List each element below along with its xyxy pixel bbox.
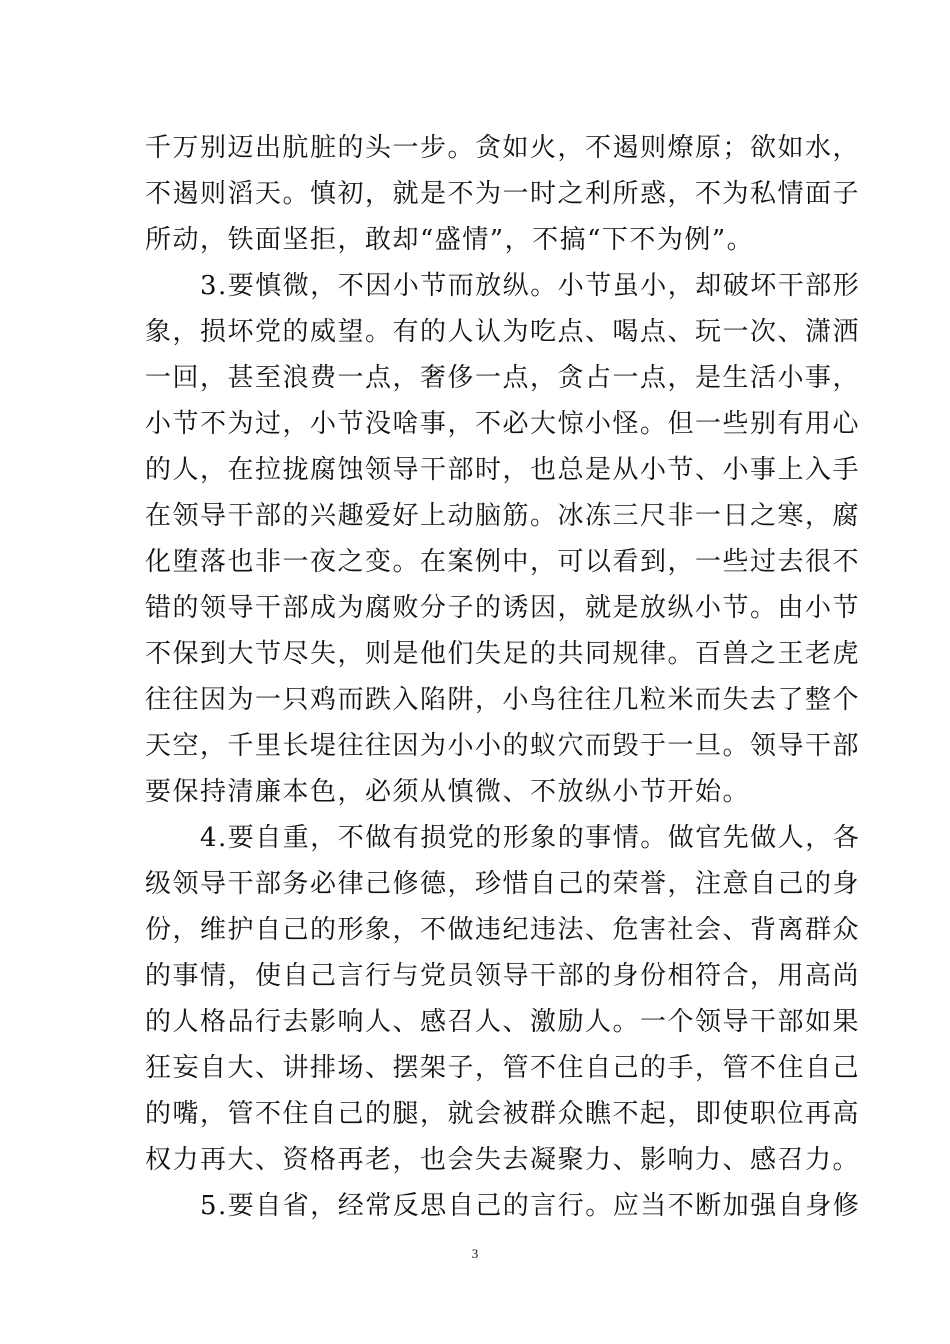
text-line: 要保持清廉本色，必须从慎微、不放纵小节开始。 [145,777,751,807]
text-line: 往往因为一只鸡而跌入陷阱，小鸟往往几粒米而失去了整个 [145,685,861,715]
text-line: 不遏则滔天。慎初，就是不为一时之利所惑，不为私情面子 [145,179,861,209]
text-line: 在领导干部的兴趣爱好上动脑筋。冰冻三尺非一日之寒，腐 [145,501,861,531]
text-line: 天空，千里长堤往往因为小小的蚁穴而毁于一旦。领导干部 [145,731,861,761]
paragraph-4-start: 4.要自重，不做有损党的形象的事情。做官先做人，各 [145,823,861,853]
text-line: 的人，在拉拢腐蚀领导干部时，也总是从小节、小事上入手 [145,455,861,485]
text-line: 级领导干部务必律己修德，珍惜自己的荣誉，注意自己的身 [145,869,861,899]
text-line: 错的领导干部成为腐败分子的诱因，就是放纵小节。由小节 [145,593,861,623]
text-line: 化堕落也非一夜之变。在案例中，可以看到，一些过去很不 [145,547,861,577]
text-line: 权力再大、资格再老，也会失去凝聚力、影响力、感召力。 [145,1145,861,1175]
text-line: 一回，甚至浪费一点，奢侈一点，贪占一点，是生活小事， [145,363,861,393]
text-line: 所动，铁面坚拒，敢却“盛情”，不搞“下不为例”。 [145,225,755,255]
text-line: 千万别迈出肮脏的头一步。贪如火，不遏则燎原；欲如水， [145,133,861,163]
paragraph-3-start: 3.要慎微，不因小节而放纵。小节虽小，却破坏干部形 [145,271,861,301]
page-number: 3 [471,1246,479,1261]
text-line: 象，损坏党的威望。有的人认为吃点、喝点、玩一次、潇洒 [145,317,861,347]
text-line: 的嘴，管不住自己的腿，就会被群众瞧不起，即使职位再高 [145,1099,861,1129]
paragraph-5-start: 5.要自省，经常反思自己的言行。应当不断加强自身修 [145,1191,861,1221]
text-line: 的人格品行去影响人、感召人、激励人。一个领导干部如果 [145,1007,861,1037]
text-line: 的事情，使自己言行与党员领导干部的身份相符合，用高尚 [145,961,861,991]
text-line: 小节不为过，小节没啥事，不必大惊小怪。但一些别有用心 [145,409,861,439]
text-line: 份，维护自己的形象，不做违纪违法、危害社会、背离群众 [145,915,861,945]
text-line: 不保到大节尽失，则是他们失足的共同规律。百兽之王老虎 [145,639,861,669]
text-line: 狂妄自大、讲排场、摆架子，管不住自己的手，管不住自己 [145,1053,861,1083]
